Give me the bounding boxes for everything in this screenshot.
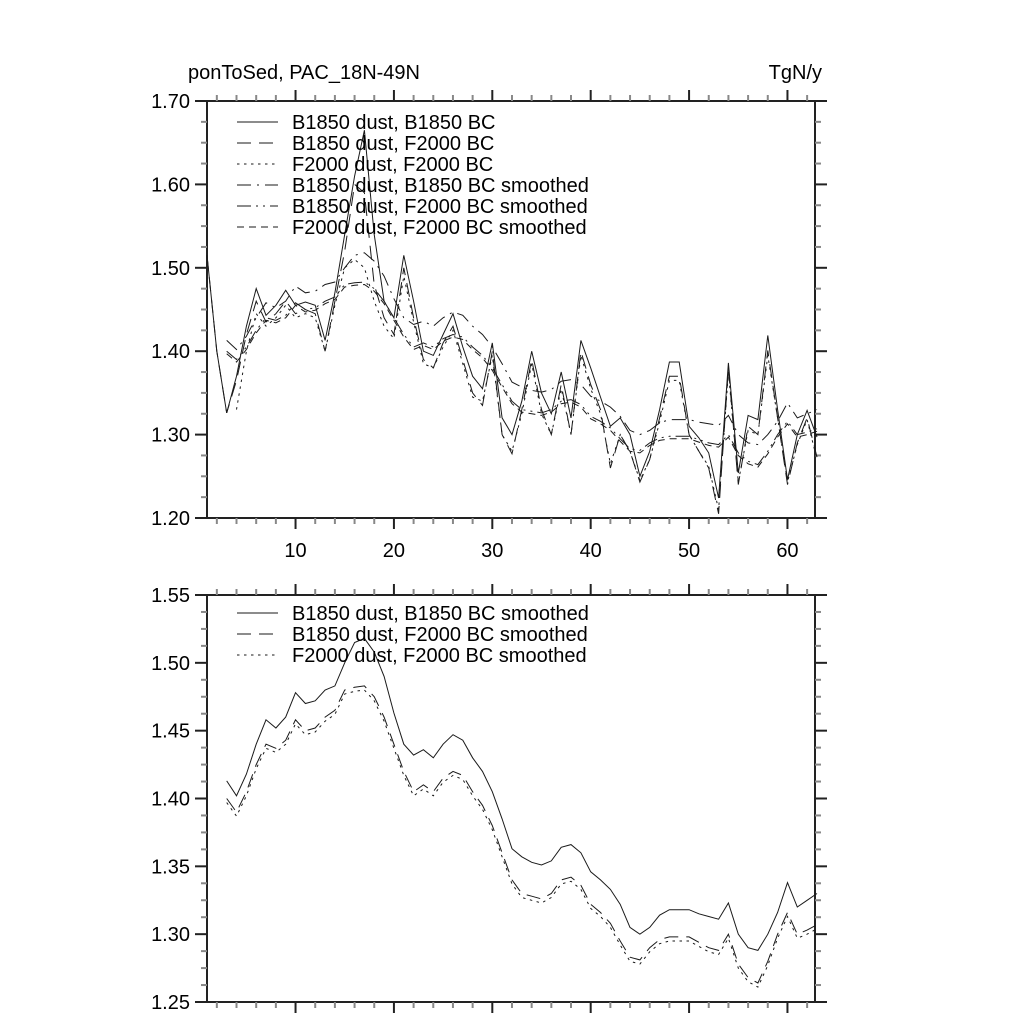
- legend-label: B1850 dust, B1850 BC smoothed: [292, 175, 589, 197]
- legend-label: B1850 dust, F2000 BC: [292, 133, 495, 155]
- x-axis-tick-label: 60: [776, 540, 799, 562]
- y-axis-tick-label: 1.50: [151, 257, 190, 280]
- y-axis-tick-label: 1.60: [151, 174, 190, 197]
- legend-label: B1850 dust, B1850 BC smoothed: [292, 603, 589, 625]
- y-axis-tick-label: 1.30: [151, 924, 190, 947]
- x-axis-tick-label: 20: [382, 540, 406, 562]
- data-series-line: [227, 686, 817, 983]
- y-axis-tick-label: 1.40: [151, 341, 190, 364]
- top-chart-title-row: [188, 63, 822, 84]
- data-series-line: [227, 690, 817, 987]
- y-axis-tick-label: 1.35: [151, 856, 190, 879]
- units-label: TgN/y: [768, 62, 822, 84]
- x-axis-tick-label: 10: [284, 540, 307, 562]
- y-axis-tick-label: 1.20: [151, 508, 190, 530]
- y-axis-tick-label: 1.70: [151, 91, 190, 113]
- legend-label: B1850 dust, F2000 BC smoothed: [292, 624, 588, 646]
- legend-label: F2000 dust, F2000 BC: [292, 154, 494, 176]
- x-axis-tick-label: 30: [481, 540, 504, 562]
- y-axis-tick-label: 1.50: [151, 652, 190, 675]
- y-axis-tick-label: 1.45: [151, 720, 190, 743]
- y-axis-tick-label: 1.25: [151, 992, 190, 1014]
- x-axis-tick-label: 50: [677, 540, 701, 562]
- legend-label: B1850 dust, F2000 BC smoothed: [292, 196, 588, 218]
- y-axis-tick-label: 1.30: [151, 424, 190, 447]
- x-axis-tick-label: 40: [579, 540, 602, 562]
- legend-label: F2000 dust, F2000 BC smoothed: [292, 645, 587, 667]
- y-axis-tick-label: 1.55: [151, 585, 190, 607]
- data-series-line: [227, 253, 817, 445]
- data-series-line: [227, 638, 817, 950]
- page-title: ponToSed, PAC_18N-49N: [188, 62, 420, 84]
- y-axis-tick-label: 1.40: [151, 788, 190, 811]
- legend-label: B1850 dust, B1850 BC: [292, 112, 496, 134]
- legend-label: F2000 dust, F2000 BC smoothed: [292, 217, 587, 239]
- data-series-line: [227, 285, 817, 468]
